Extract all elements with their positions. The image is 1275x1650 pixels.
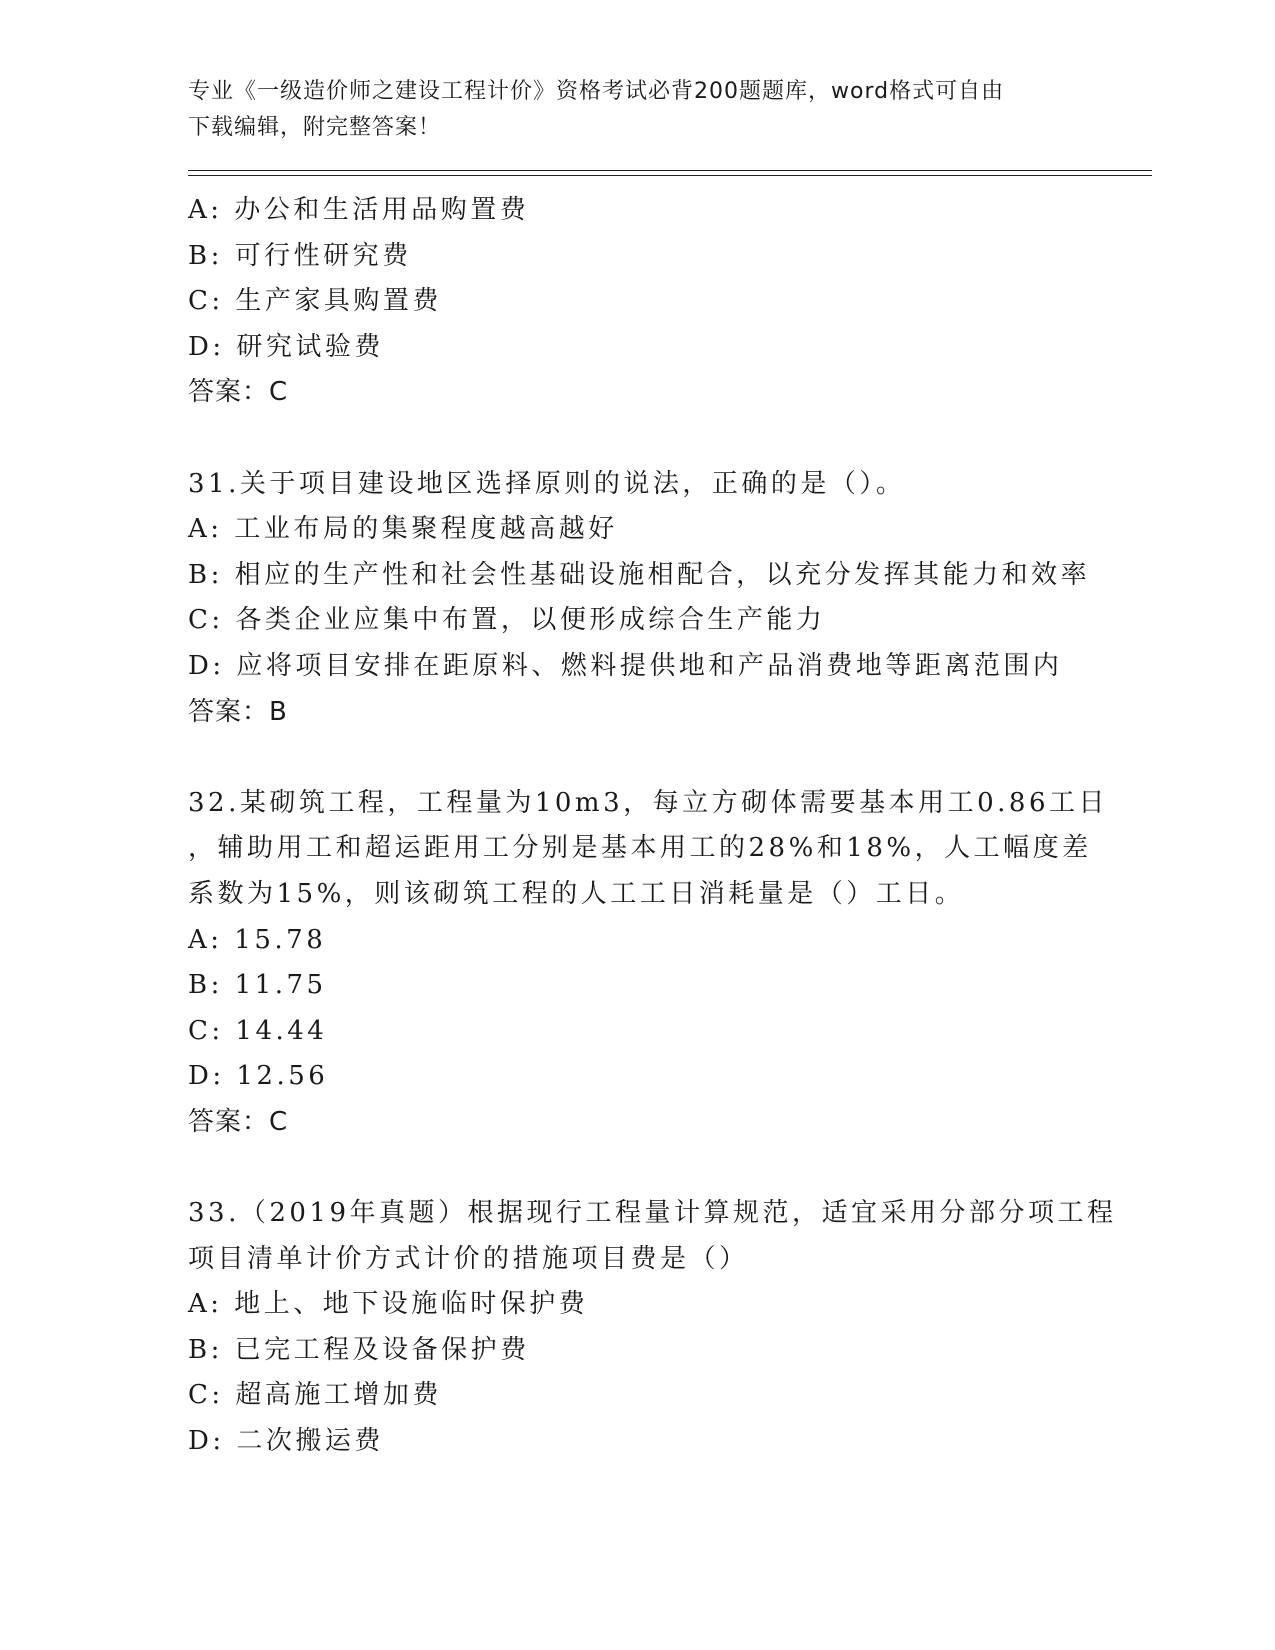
- option-a: A: 办公和生活用品购置费: [188, 195, 530, 225]
- question-stem-line: 32.某砌筑工程，工程量为10m3，每立方砌体需要基本用工0.86工日: [188, 787, 1109, 818]
- header-line-1: 专业《一级造价师之建设工程计价》资格考试必背200题题库，word格式可自由: [188, 79, 1005, 104]
- question-stem-line: 系数为15%，则该砌筑工程的人工工日消耗量是（）工日。: [188, 878, 965, 909]
- option-c: C: 生产家具购置费: [188, 286, 442, 317]
- option-d: D: 研究试验费: [188, 331, 384, 362]
- header-line-2: 下载编辑，附完整答案！: [188, 115, 442, 140]
- question-32-block: [188, 781, 1118, 1146]
- header-divider-bottom: [188, 175, 1152, 176]
- option-c: C: 14.44: [188, 1015, 328, 1046]
- question-33-block: [188, 1191, 1118, 1465]
- option-a: A: 工业布局的集聚程度越高越好: [188, 514, 618, 545]
- option-b: B: 11.75: [188, 970, 327, 1001]
- header-divider-top: [188, 170, 1152, 171]
- question-stem-line: 33.（2019年真题）根据现行工程量计算规范，适宜采用分部分项工程: [188, 1198, 1117, 1229]
- answer-line: 答案：B: [188, 696, 288, 727]
- spacer: [188, 1145, 1118, 1191]
- question-stem-line: 31.关于项目建设地区选择原则的说法，正确的是（）。: [188, 468, 906, 499]
- option-b: B: 已完工程及设备保护费: [188, 1334, 530, 1365]
- question-stem-line: ，辅助用工和超运距用工分别是基本用工的28%和18%，人工幅度差: [188, 833, 1092, 864]
- document-body: [188, 188, 1118, 1465]
- option-d: D: 应将项目安排在距原料、燃料提供地和产品消费地等距离范围内: [188, 650, 1063, 681]
- option-d: D: 12.56: [188, 1061, 329, 1092]
- option-b: B: 可行性研究费: [188, 240, 412, 271]
- spacer: [188, 735, 1118, 781]
- question-30-block: [188, 188, 1118, 416]
- option-b: B: 相应的生产性和社会性基础设施相配合，以充分发挥其能力和效率: [188, 559, 1091, 590]
- option-c: C: 超高施工增加费: [188, 1380, 442, 1411]
- answer-line: 答案：C: [188, 377, 289, 408]
- answer-line: 答案：C: [188, 1106, 289, 1137]
- question-stem-line: 项目清单计价方式计价的措施项目费是（）: [188, 1243, 749, 1274]
- spacer: [188, 416, 1118, 462]
- option-d: D: 二次搬运费: [188, 1426, 384, 1457]
- question-31-block: [188, 462, 1118, 736]
- document-header: [188, 74, 1088, 146]
- option-c: C: 各类企业应集中布置，以便形成综合生产能力: [188, 605, 826, 636]
- option-a: A: 15.78: [188, 924, 327, 955]
- option-a: A: 地上、地下设施临时保护费: [188, 1289, 589, 1320]
